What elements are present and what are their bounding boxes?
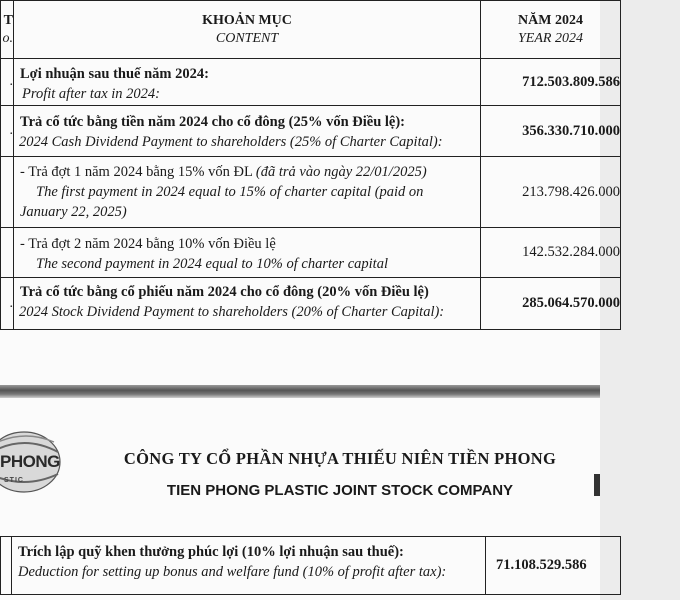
table-row: [1, 228, 621, 278]
table-row: [1, 157, 621, 228]
row-content: [14, 228, 481, 278]
row-content: [14, 106, 481, 157]
row-label-en-cont: January 22, 2025): [20, 204, 127, 220]
row-label-en: Profit after tax in 2024:: [22, 86, 161, 102]
row-label-vi-note: (đã trả vào ngày 22/01/2025): [255, 164, 427, 180]
row-content: [12, 537, 486, 595]
fund-table: [0, 536, 621, 595]
row-label-en: Deduction for setting up bonus and welfare fund (10% of profit after tax):: [18, 564, 447, 580]
document-page-bottom: [0, 398, 600, 600]
row-number: .: [1, 106, 14, 157]
header-year-en: YEAR 2024: [518, 30, 583, 46]
table-row: [1, 537, 621, 595]
row-label-en: The second payment in 2024 equal to 10% of charter capital: [36, 256, 388, 272]
table-row: [1, 106, 621, 157]
table-row: [1, 278, 621, 330]
row-label-vi: Trả cổ tức bằng cổ phiếu năm 2024 cho cổ đông (20% vốn Điều lệ): [20, 284, 429, 300]
header-year-vi: NĂM 2024: [518, 12, 583, 28]
row-content: [14, 157, 481, 228]
row-content: [14, 59, 481, 106]
header-content: [14, 1, 481, 59]
header-stt-vi: T: [3, 12, 13, 28]
row-number: [1, 157, 14, 228]
row-number: .: [1, 59, 14, 106]
company-name-vi: CÔNG TY CỔ PHẦN NHỰA THIẾU NIÊN TIỀN PHONG: [123, 449, 557, 468]
row-value: 285.064.570.000: [481, 278, 621, 330]
logo-subtext: STIC: [4, 477, 24, 484]
row-label-en: 2024 Cash Dividend Payment to shareholders (25% of Charter Capital):: [19, 134, 443, 150]
row-label-vi: [14, 162, 480, 182]
row-label-vi: Lợi nhuận sau thuế năm 2024:: [20, 66, 209, 82]
table-row: [1, 59, 621, 106]
row-label-vi: Trích lập quỹ khen thưởng phúc lợi (10% lợi nhuận sau thuế):: [18, 544, 404, 560]
row-value: 142.532.284.000: [481, 228, 621, 278]
row-value: 712.503.809.586: [481, 59, 621, 106]
row-label-en: 2024 Stock Dividend Payment to shareholders (20% of Charter Capital):: [19, 304, 445, 320]
row-value: 356.330.710.000: [481, 106, 621, 157]
company-name-en: TIEN PHONG PLASTIC JOINT STOCK COMPANY: [166, 482, 514, 499]
row-content: [14, 278, 481, 330]
header-stt: [1, 1, 14, 59]
table-header-row: [1, 1, 621, 59]
page-edge-mark: [594, 474, 600, 496]
page-separator: [0, 385, 600, 398]
row-value: 71.108.529.586: [486, 537, 621, 595]
row-number: [1, 228, 14, 278]
row-label-en: The first payment in 2024 equal to 15% of charter capital (paid on: [36, 184, 424, 200]
row-value: 213.798.426.000: [481, 157, 621, 228]
header-stt-en: o.: [2, 30, 13, 46]
header-content-en: CONTENT: [215, 30, 279, 46]
header-content-vi: KHOẢN MỤC: [202, 12, 292, 28]
header-year: [481, 1, 621, 59]
logo-text: PHONG: [0, 452, 60, 471]
row-label-vi: - Trả đợt 2 năm 2024 bằng 10% vốn Điều lệ: [20, 236, 276, 252]
row-label-vi: Trả cổ tức bằng tiền năm 2024 cho cổ đông (25% vốn Điều lệ):: [20, 114, 406, 130]
row-label-vi-text: - Trả đợt 1 năm 2024 bằng 15% vốn ĐL: [20, 164, 256, 180]
row-number: .: [1, 278, 14, 330]
row-number: [1, 537, 12, 595]
